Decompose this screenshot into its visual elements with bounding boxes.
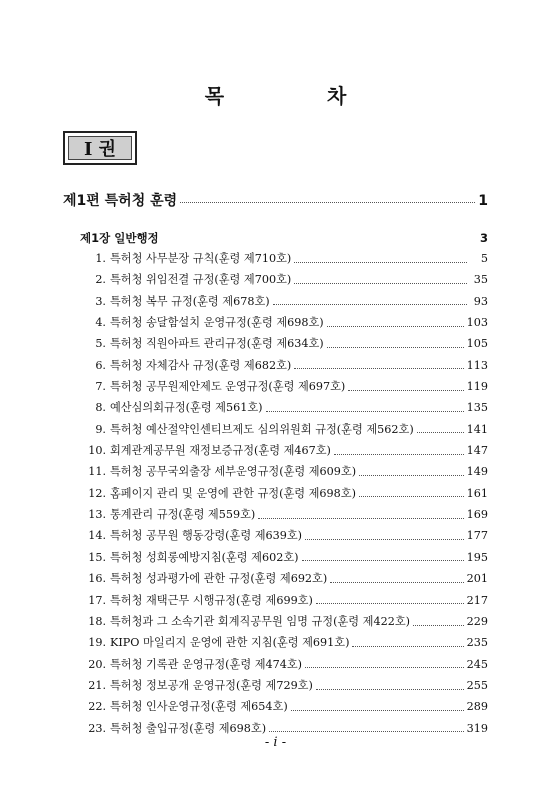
toc-entry[interactable]	[80, 269, 488, 290]
leader-dots	[359, 474, 464, 476]
entry-page: 135	[466, 401, 488, 415]
toc-entry[interactable]	[80, 248, 488, 269]
entry-title: 특허청 재택근무 시행규정(훈령 제699호)	[110, 593, 313, 607]
toc-entry[interactable]	[80, 675, 488, 696]
toc-entry[interactable]	[80, 504, 488, 525]
entry-title: 특허청 위임전결 규정(훈령 제700호)	[110, 273, 292, 287]
entry-title: 특허청 예산절약인센티브제도 심의위원회 규정(훈령 제562호)	[110, 422, 414, 436]
entry-number: 2.	[95, 273, 106, 287]
entry-title: 특허청 성과평가에 관한 규정(훈령 제692호)	[110, 572, 328, 586]
leader-dots	[359, 495, 464, 497]
entry-title: 통계관리 규정(훈령 제559호)	[110, 508, 256, 522]
entry-page: 119	[466, 380, 488, 394]
leader-dots	[305, 666, 464, 668]
toc-entry[interactable]	[80, 397, 488, 418]
toc-entry[interactable]	[80, 291, 488, 312]
entry-title: 특허청 정보공개 운영규정(훈령 제729호)	[110, 678, 313, 692]
entry-title: 특허청 공무원제안제도 운영규정(훈령 제697호)	[110, 380, 346, 394]
toc-entry[interactable]	[80, 590, 488, 611]
entry-page: 161	[466, 486, 488, 500]
entry-title: 특허청 인사운영규정(훈령 제654호)	[110, 700, 288, 714]
leader-dots	[352, 645, 463, 647]
entry-title: 특허청 공무국외출장 세부운영규정(훈령 제609호)	[110, 465, 357, 479]
entry-page: 149	[466, 465, 488, 479]
leader-dots	[266, 410, 464, 412]
entry-number: 7.	[95, 380, 106, 394]
volume-label: I 권	[68, 136, 132, 160]
toc-entry[interactable]	[80, 440, 488, 461]
entry-number: 1.	[95, 252, 106, 265]
chapter-entry[interactable]	[80, 230, 488, 246]
entry-number: 13.	[88, 508, 106, 522]
entry-page: 147	[466, 444, 488, 458]
chapter-label: 제1장 일반행정	[80, 231, 159, 245]
chapter-page: 3	[479, 231, 488, 245]
entry-title: 특허청과 그 소속기관 회계직공무원 임명 규정(훈령 제422호)	[110, 614, 410, 628]
volume-label-box	[63, 131, 137, 165]
entry-page: 235	[466, 636, 488, 650]
page-title: 목 차	[204, 84, 395, 108]
entry-title: 특허청 자체감사 규정(훈령 제682호)	[110, 358, 292, 372]
entry-page: 245	[466, 657, 488, 671]
toc-entry-list	[80, 248, 488, 739]
leader-space	[162, 240, 477, 241]
leader-dots	[258, 517, 463, 519]
entry-number: 8.	[95, 401, 106, 415]
entry-number: 11.	[88, 465, 106, 479]
toc-entry[interactable]	[80, 525, 488, 546]
toc-entry[interactable]	[80, 483, 488, 504]
toc-entry[interactable]	[80, 547, 488, 568]
entry-number: 21.	[88, 678, 106, 692]
entry-number: 16.	[88, 572, 106, 586]
leader-dots	[316, 688, 464, 690]
entry-number: 22.	[88, 700, 106, 714]
entry-title: 특허청 공무원 행동강령(훈령 제639호)	[110, 529, 303, 543]
entry-number: 12.	[88, 486, 106, 500]
entry-number: 15.	[88, 550, 106, 564]
entry-page: 195	[466, 550, 488, 564]
leader-dots	[348, 389, 463, 391]
leader-dots	[302, 559, 464, 561]
entry-title: 예산심의회규정(훈령 제561호)	[110, 401, 263, 415]
entry-number: 5.	[95, 337, 106, 351]
entry-number: 18.	[88, 614, 106, 628]
leader-dots	[291, 709, 464, 711]
leader-dots	[294, 261, 467, 263]
entry-page: 103	[466, 316, 488, 330]
entry-title: KIPO 마일리지 운영에 관한 지침(훈령 제691호)	[110, 636, 350, 650]
toc-entry[interactable]	[80, 696, 488, 717]
entry-number: 19.	[88, 636, 106, 650]
entry-title: 특허청 성희롱예방지침(훈령 제602호)	[110, 550, 299, 564]
entry-page: 201	[466, 572, 488, 586]
entry-page: 289	[466, 700, 488, 714]
toc-entry[interactable]	[80, 632, 488, 653]
leader-dots	[417, 431, 464, 433]
toc-entry[interactable]	[80, 333, 488, 354]
toc-entry[interactable]	[80, 611, 488, 632]
leader-dots	[305, 538, 464, 540]
entry-title: 특허청 사무분장 규칙(훈령 제710호)	[110, 252, 292, 265]
entry-page: 113	[466, 358, 488, 372]
entry-title: 특허청 직원아파트 관리규정(훈령 제634호)	[110, 337, 324, 351]
entry-title: 회계관계공무원 재정보증규정(훈령 제467호)	[110, 444, 331, 458]
entry-number: 6.	[95, 358, 106, 372]
page-number-footer: - i -	[264, 735, 287, 750]
entry-page: 5	[480, 252, 488, 265]
leader-dots	[316, 602, 464, 604]
entry-title: 홈페이지 관리 및 운영에 관한 규정(훈령 제698호)	[110, 486, 356, 500]
leader-dots	[180, 201, 475, 203]
leader-dots	[334, 453, 464, 455]
entry-number: 9.	[95, 422, 106, 436]
toc-entry[interactable]	[80, 461, 488, 482]
entry-page: 105	[466, 337, 488, 351]
entry-title: 특허청 기록관 운영규정(훈령 제474호)	[110, 657, 303, 671]
toc-entry[interactable]	[80, 376, 488, 397]
leader-dots	[273, 303, 467, 305]
entry-title: 특허청 출입규정(훈령 제698호)	[110, 721, 267, 735]
entry-page: 255	[466, 678, 488, 692]
part-label: 제1편 특허청 훈령	[63, 193, 178, 209]
entry-title: 특허청 송달함설치 운영규정(훈령 제698호)	[110, 316, 324, 330]
leader-dots	[413, 624, 464, 626]
entry-number: 20.	[88, 657, 106, 671]
entry-number: 10.	[88, 444, 106, 458]
entry-page: 177	[466, 529, 488, 543]
part-entry[interactable]	[63, 190, 488, 210]
entry-page: 93	[473, 294, 488, 308]
toc-entry[interactable]	[80, 312, 488, 333]
leader-dots	[294, 282, 467, 284]
entry-page: 141	[466, 422, 488, 436]
leader-dots	[327, 325, 464, 327]
entry-number: 4.	[95, 316, 106, 330]
toc-entry[interactable]	[80, 654, 488, 675]
entry-title: 특허청 복무 규정(훈령 제678호)	[110, 294, 270, 308]
entry-page: 217	[466, 593, 488, 607]
entry-number: 14.	[88, 529, 106, 543]
leader-dots	[294, 367, 463, 369]
entry-page: 319	[466, 721, 488, 735]
leader-dots	[327, 346, 464, 348]
entry-page: 169	[466, 508, 488, 522]
leader-dots	[269, 730, 464, 732]
entry-number: 17.	[88, 593, 106, 607]
toc-entry[interactable]	[80, 355, 488, 376]
entry-page: 229	[466, 614, 488, 628]
leader-dots	[330, 581, 463, 583]
toc-entry[interactable]	[80, 419, 488, 440]
entry-number: 23.	[88, 721, 106, 735]
entry-page: 35	[473, 273, 488, 287]
toc-entry[interactable]	[80, 568, 488, 589]
part-page: 1	[478, 193, 488, 209]
entry-number: 3.	[95, 294, 106, 308]
